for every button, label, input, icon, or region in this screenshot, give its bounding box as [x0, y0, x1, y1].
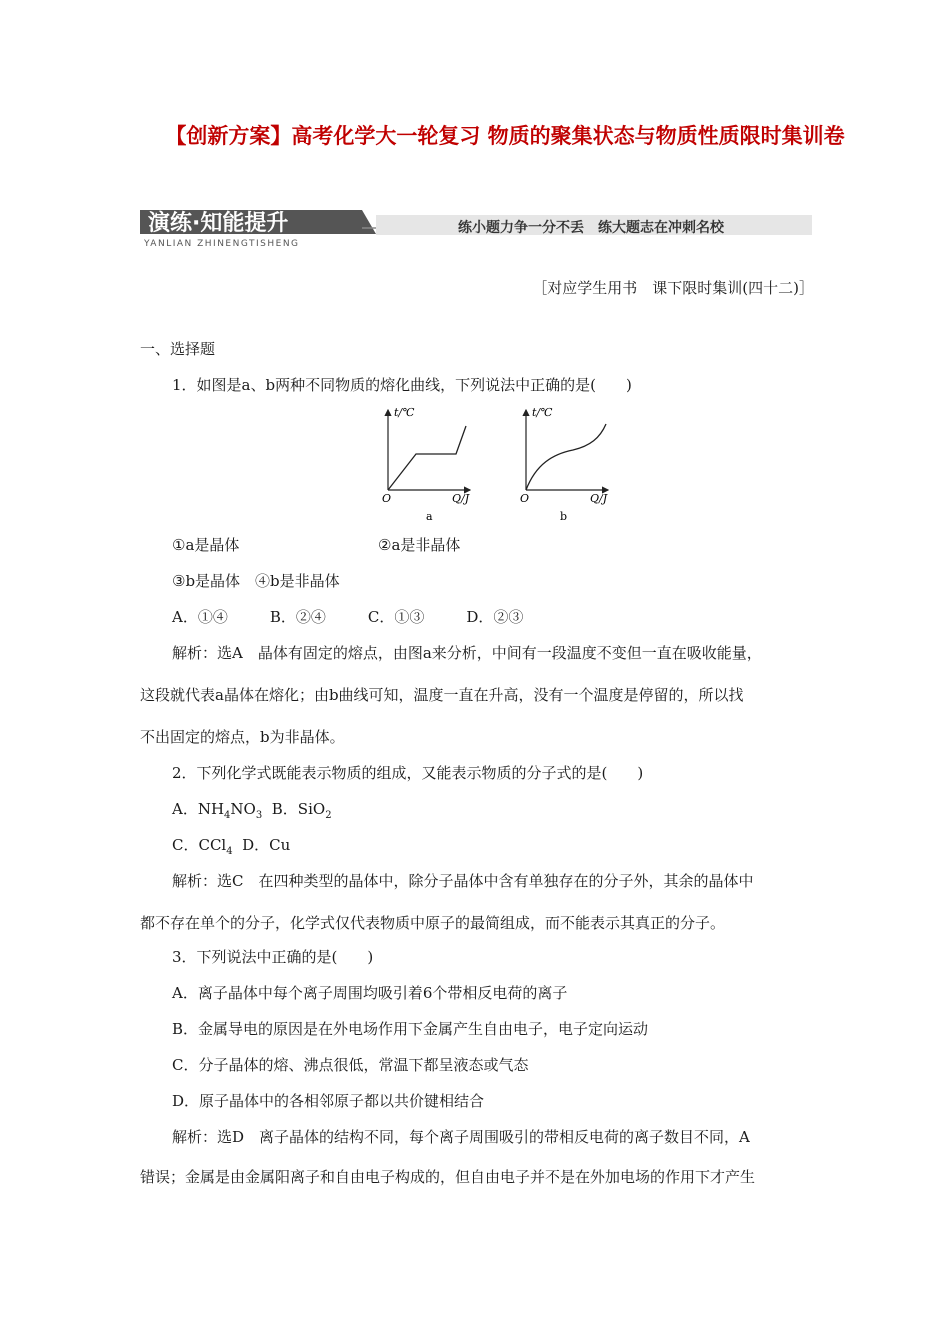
q3-option-d: D．原子晶体中的各相邻原子都以共价键相结合	[172, 1092, 485, 1110]
graph-b-caption: b	[560, 510, 568, 523]
banner-slogan: 练小题力争一分不丢 练大题志在冲刺名校	[458, 220, 724, 236]
q2-options-ab: A．$NH_4NO_3$ B．SiO$_2$	[172, 800, 332, 821]
curve-b	[526, 424, 606, 490]
graph-a	[382, 406, 470, 523]
graph-b-t-label: t/℃	[532, 406, 553, 419]
q3-analysis-line-1: 解析：选D 离子晶体的结构不同，每个离子周围吸引的带相反电荷的离子数目不同，A	[172, 1128, 750, 1146]
page-title: 【创新方案】高考化学大一轮复习 物质的聚集状态与物质性质限时集训卷	[165, 124, 845, 148]
melting-curves-figure	[378, 404, 628, 524]
q2-analysis-line-1: 解析：选C 在四种类型的晶体中，除分子晶体中含有单独存在的分子外，其余的晶体中	[172, 872, 754, 890]
q1-option-a: A．①④	[172, 608, 228, 626]
q3-stem: 3．下列说法中正确的是( )	[172, 948, 374, 966]
q3-analysis-line-2: 错误；金属是由金属阳离子和自由电子构成的，但自由电子并不是在外加电场的作用下才产生	[140, 1168, 756, 1186]
q1-statement-1: ①a是晶体	[172, 536, 240, 554]
q1-stem: 1．如图是a、b两种不同物质的熔化曲线，下列说法中正确的是( )	[172, 376, 632, 394]
q1-option-c: C．①③	[367, 608, 425, 626]
section-banner	[140, 204, 812, 252]
q2-option-b-text: B．SiO	[271, 800, 326, 818]
q2-options-cd: C．CCl$_4$ D．Cu	[172, 836, 291, 857]
q1-analysis-line-2: 这段就代表a晶体在熔化；由b曲线可知，温度一直在升高，没有一个温度是停留的，所以找	[140, 686, 744, 704]
section-heading: 一、选择题	[140, 340, 216, 358]
q2-analysis-line-2: 都不存在单个的分子，化学式仅代表物质中原子的最简组成，而不能表示其真正的分子。	[140, 914, 726, 932]
banner-pinyin: YANLIAN ZHINENGTISHENG	[144, 239, 300, 249]
graph-a-q-label: Q/J	[452, 492, 470, 505]
q2-option-d-text: D．Cu	[242, 836, 291, 854]
q3-option-a: A．离子晶体中每个离子周围均吸引着6个带相反电荷的离子	[172, 984, 568, 1002]
q1-option-d: D．②③	[466, 608, 524, 626]
graph-b-origin: O	[520, 492, 530, 505]
banner-heading: 演练·知能提升	[148, 211, 289, 236]
q1-statements-3-4: ③b是晶体 ④b是非晶体	[172, 572, 340, 590]
graph-a-caption: a	[426, 510, 433, 523]
q3-option-b: B．金属导电的原因是在外电场作用下金属产生自由电子，电子定向运动	[172, 1020, 649, 1038]
q1-options	[172, 606, 565, 627]
q1-option-b: B．②④	[269, 608, 326, 626]
graph-b-q-label: Q/J	[590, 492, 608, 505]
graph-a-t-label: t/℃	[394, 406, 415, 419]
curve-a	[388, 426, 466, 490]
q2-option-a-text: A．NH	[172, 800, 225, 818]
q1-statement-2: ②a是非晶体	[378, 536, 461, 554]
reference-note: ［对应学生用书 课下限时集训(四十二)］	[532, 279, 814, 297]
graph-a-origin: O	[382, 492, 392, 505]
graph-b	[520, 406, 608, 523]
q1-analysis-line-1: 解析：选A 晶体有固定的熔点，由图a来分析，中间有一段温度不变但一直在吸收能量，	[172, 644, 762, 662]
q1-analysis-line-3: 不出固定的熔点，b为非晶体。	[140, 728, 345, 746]
q3-option-c: C．分子晶体的熔、沸点很低，常温下都呈液态或气态	[172, 1056, 529, 1074]
q2-option-c-text: C．CCl	[172, 836, 227, 854]
q2-stem: 2．下列化学式既能表示物质的组成，又能表示物质的分子式的是( )	[172, 764, 644, 782]
